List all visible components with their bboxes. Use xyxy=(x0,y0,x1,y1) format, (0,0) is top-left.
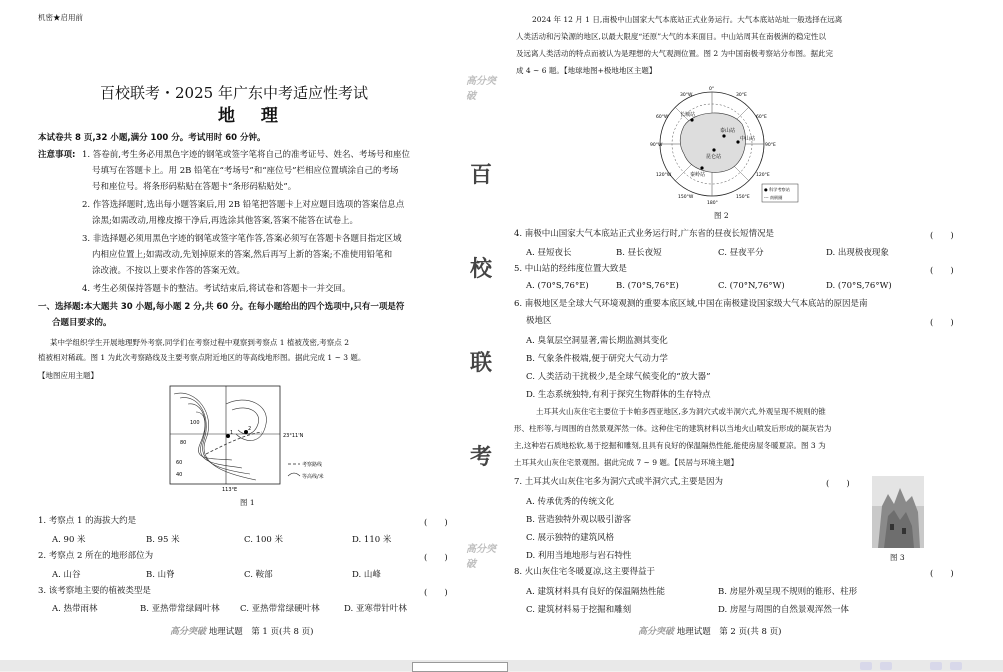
footer-text: 地理试题 第 1 页(共 8 页) xyxy=(208,627,314,637)
question-7: 7. 土耳其火山灰住宅多为洞穴式或半洞穴式,主要是因为 xyxy=(514,477,724,487)
option: C. 亚热带常绿硬叶林 xyxy=(240,604,320,614)
intro-text: 成 4 ~ 6 题。【地球地图+极地地区主题】 xyxy=(516,66,657,75)
figure-3-cave-house-photo xyxy=(872,476,924,548)
lon-label: 180° xyxy=(707,201,718,206)
option: A. 昼短夜长 xyxy=(526,248,572,258)
note-line: 号和座位号。将条形码粘贴在答题卡“条形码粘贴处”。 xyxy=(92,182,297,192)
station-label: 中山站 xyxy=(740,136,756,142)
exam-title: 百校联考・2025 年广东中考适应性考试 xyxy=(100,84,368,102)
answer-paren: ( ) xyxy=(930,318,954,328)
lon-label: 60°E xyxy=(756,115,767,120)
question-5: 5. 中山站的经纬度位置大致是 xyxy=(514,264,627,274)
option: D. 山峰 xyxy=(352,570,381,580)
option: D. 生态系统独特,有利于探究生物群体的生存特点 xyxy=(526,390,711,400)
question-1: 1. 考察点 1 的海拔大约是 xyxy=(38,516,137,526)
figure-2-antarctica-map xyxy=(650,84,800,208)
lon-label: 0° xyxy=(709,87,715,92)
option: A. 热带雨林 xyxy=(52,604,98,614)
figure-2-caption: 图 2 xyxy=(714,211,729,220)
publisher-logo: 高分突破 xyxy=(638,627,675,637)
answer-paren: ( ) xyxy=(424,518,448,528)
point-label: 1 xyxy=(230,430,234,436)
intro-text: 及远离人类活动的特点而被认为是理想的大气观测位置。图 2 为中国南极考察站分布图。据此完 xyxy=(516,49,834,58)
station-label: 泰山站 xyxy=(720,128,736,134)
section-heading: 合题目要求的。 xyxy=(52,318,112,328)
option: A. 传承优秀的传统文化 xyxy=(526,497,615,507)
option: B. 气象条件极端,便于研究大气动力学 xyxy=(526,354,668,364)
gutter-char: 百 xyxy=(470,162,493,188)
point-label: 2 xyxy=(248,426,252,432)
note-line: 涂黑;如需改动,用橡皮擦干净后,再选涂其他答案,答案不能答在试卷上。 xyxy=(92,216,358,226)
legend-circle: --- 南极圈 xyxy=(764,195,783,200)
page-footer xyxy=(170,624,313,637)
view-mode-button[interactable] xyxy=(930,662,942,670)
question-8: 8. 火山灰住宅冬暖夏凉,这主要得益于 xyxy=(514,567,656,577)
option: D. 利用当地地形与岩石特性 xyxy=(526,551,632,561)
station-label: 秦岭站 xyxy=(690,172,706,178)
footer-text: 地理试题 第 2 页(共 8 页) xyxy=(676,627,782,637)
exam-page-1 xyxy=(0,0,462,660)
question-6: 6. 南极地区是全球大气环境观测的重要本底区域,中国在南极建设国家级大气本底站的原因是南 xyxy=(514,299,868,309)
note-line: 号填写在答题卡上。用 2B 铅笔在“考场号”和“座位号”栏相应位置填涂自己的考场 xyxy=(92,166,399,176)
contour-label: 40 xyxy=(176,472,183,478)
option: A. 臭氧层空洞显著,需长期监测其变化 xyxy=(526,336,668,346)
lon-label: 90°E xyxy=(765,143,776,148)
station-label: 昆仑站 xyxy=(706,154,722,160)
answer-paren: ( ) xyxy=(826,479,850,489)
option: B. 山脊 xyxy=(146,570,175,580)
option: A. (70°S,76°E) xyxy=(526,281,589,291)
option: C. 鞍部 xyxy=(244,570,273,580)
note-line: 2. 作答选择题时,选出每小题答案后,用 2B 铅笔把答题卡上对应题目选项的答案信息点 xyxy=(82,200,405,210)
option: A. 90 米 xyxy=(52,535,86,545)
intro-text: 2024 年 12 月 1 日,南极中山国家大气本底站正式业务运行。大气本底站站址一般选择在远离 xyxy=(532,15,843,24)
legend-contour: 等高线/米 xyxy=(302,474,324,480)
option: B. (70°S,76°E) xyxy=(616,281,679,291)
note-line: 3. 非选择题必须用黑色字迹的钢笔或签字笔作答,答案必须写在答题卡各题目指定区域 xyxy=(82,234,402,244)
gutter-logo: 高分突破 xyxy=(466,76,496,102)
option: C. 人类活动干扰极少,是全球气候变化的“放大器” xyxy=(526,372,711,382)
option: C. 昼夜平分 xyxy=(718,248,764,258)
question-4: 4. 南极中山国家大气本底站正式业务运行时,广东省的昼夜长短情况是 xyxy=(514,229,775,239)
intro-text: 人类活动和污染源的地区,以最大限度“还原”大气的本来面目。中山站周其在南极洲的稳定性以 xyxy=(516,32,827,41)
view-mode-button[interactable] xyxy=(880,662,892,670)
option: D. 亚寒带针叶林 xyxy=(344,604,407,614)
lon-label: 120°E xyxy=(756,173,770,178)
publisher-logo: 高分突破 xyxy=(170,627,207,637)
option: B. 房屋外观呈现不规则的锥形、柱形 xyxy=(718,587,858,597)
option: C. 100 米 xyxy=(244,535,284,545)
latitude-label: 23°11'N xyxy=(283,433,304,439)
notes-label: 注意事项: xyxy=(38,150,76,160)
exam-info: 本试卷共 8 页,32 小题,满分 100 分。考试用时 60 分钟。 xyxy=(38,133,266,143)
lon-label: 150°E xyxy=(736,195,750,200)
intro-text: 植被相对稀疏。图 1 为此次考察路线及主要考察点附近地区的等高线地形图。据此完成 1 ~ 3 题。 xyxy=(38,353,366,362)
option: B. 昼长夜短 xyxy=(616,248,662,258)
option: B. 亚热带常绿阔叶林 xyxy=(140,604,220,614)
gutter-logo: 高分突破 xyxy=(466,544,496,570)
option: A. 山谷 xyxy=(52,570,81,580)
option: D. (70°S,76°W) xyxy=(826,281,892,291)
option: C. 建筑材料易于挖掘和雕刻 xyxy=(526,605,632,615)
lon-label: 30°W xyxy=(680,93,693,98)
answer-paren: ( ) xyxy=(930,231,954,241)
lon-label: 30°E xyxy=(736,93,747,98)
lon-label: 150°W xyxy=(678,195,694,200)
view-mode-button[interactable] xyxy=(950,662,962,670)
figure-1-caption: 图 1 xyxy=(240,498,255,507)
gutter-char: 校 xyxy=(470,256,493,282)
station-label: 长城站 xyxy=(680,112,696,118)
legend-route: 考察路线 xyxy=(302,462,323,468)
note-line: 4. 考生必须保持答题卡的整洁。考试结束后,将试卷和答题卡一并交回。 xyxy=(82,284,351,294)
confidential-label: 机密★启用前 xyxy=(38,13,83,22)
intro-text: 形、柱形等,与周围的自然景观浑然一体。这种住宅的建筑材料以当地火山喷发后形成的凝灰岩为 xyxy=(514,424,832,433)
note-line: 1. 答卷前,考生务必用黑色字迹的钢笔或签字笔将自己的准考证号、姓名、考场号和座位 xyxy=(82,150,411,160)
binding-gutter xyxy=(462,0,500,660)
view-mode-button[interactable] xyxy=(860,662,872,670)
answer-paren: ( ) xyxy=(930,569,954,579)
option: C. (70°N,76°W) xyxy=(718,281,785,291)
subject-title: 地 理 xyxy=(218,106,288,126)
option: A. 建筑材料具有良好的保温隔热性能 xyxy=(526,587,666,597)
lon-label: 60°W xyxy=(656,115,669,120)
answer-paren: ( ) xyxy=(424,553,448,563)
question-2: 2. 考察点 2 所在的地形部位为 xyxy=(38,551,154,561)
intro-text: 土耳其火山灰住宅景观图。据此完成 7 ~ 9 题。【民居与环境主题】 xyxy=(514,458,739,467)
intro-text: 土耳其火山灰住宅主要位于卡帕多西亚地区,多为洞穴式或半洞穴式,外观呈现不规则的锥 xyxy=(536,407,826,416)
option: B. 营造独特外观以吸引游客 xyxy=(526,515,632,525)
section-heading: 一、选择题:本大题共 30 小题,每小题 2 分,共 60 分。在每小题给出的四个选项中,只有一项是符 xyxy=(38,302,405,312)
page-footer xyxy=(638,624,781,637)
option: D. 房屋与周围的自然景观浑然一体 xyxy=(718,605,849,615)
viewer-toolbar xyxy=(0,660,1003,671)
gutter-char: 考 xyxy=(470,444,493,470)
exam-page-2 xyxy=(500,0,1003,660)
lon-label: 90°W xyxy=(650,143,663,148)
figure-1-contour-map xyxy=(166,384,326,492)
answer-paren: ( ) xyxy=(424,588,448,598)
gutter-char: 联 xyxy=(470,350,493,376)
figure-3-caption: 图 3 xyxy=(890,553,905,562)
note-line: 内相应位置上;如需改动,先划掉原来的答案,然后再写上新的答案;不准使用铅笔和 xyxy=(92,250,393,260)
contour-label: 100 xyxy=(190,420,200,426)
theme-tag: 【地图应用主题】 xyxy=(38,371,98,380)
lon-label: 120°W xyxy=(656,173,672,178)
option: D. 出现极夜现象 xyxy=(826,248,889,258)
longitude-label: 113°E xyxy=(222,487,238,492)
option: C. 展示独特的建筑风格 xyxy=(526,533,615,543)
contour-label: 80 xyxy=(180,440,187,446)
answer-paren: ( ) xyxy=(930,266,954,276)
intro-text: 某中学组织学生开展地理野外考察,同学们在考察过程中观察到考察点 1 植被茂密,考察点 2 xyxy=(50,338,349,347)
legend-station: ● 科学考察站 xyxy=(764,187,790,192)
note-line: 涂改液。不按以上要求作答的答案无效。 xyxy=(92,266,246,276)
option: B. 95 米 xyxy=(146,535,180,545)
question-6-cont: 极地区 xyxy=(526,316,552,326)
intro-text: 主,这种岩石质地松软,易于挖掘和雕刻,且具有良好的保温隔热性能,能使房屋冬暖夏凉。图 3 为 xyxy=(514,441,826,450)
question-3: 3. 该考察地主要的植被类型是 xyxy=(38,586,151,596)
option: D. 110 米 xyxy=(352,535,392,545)
contour-label: 60 xyxy=(176,460,183,466)
